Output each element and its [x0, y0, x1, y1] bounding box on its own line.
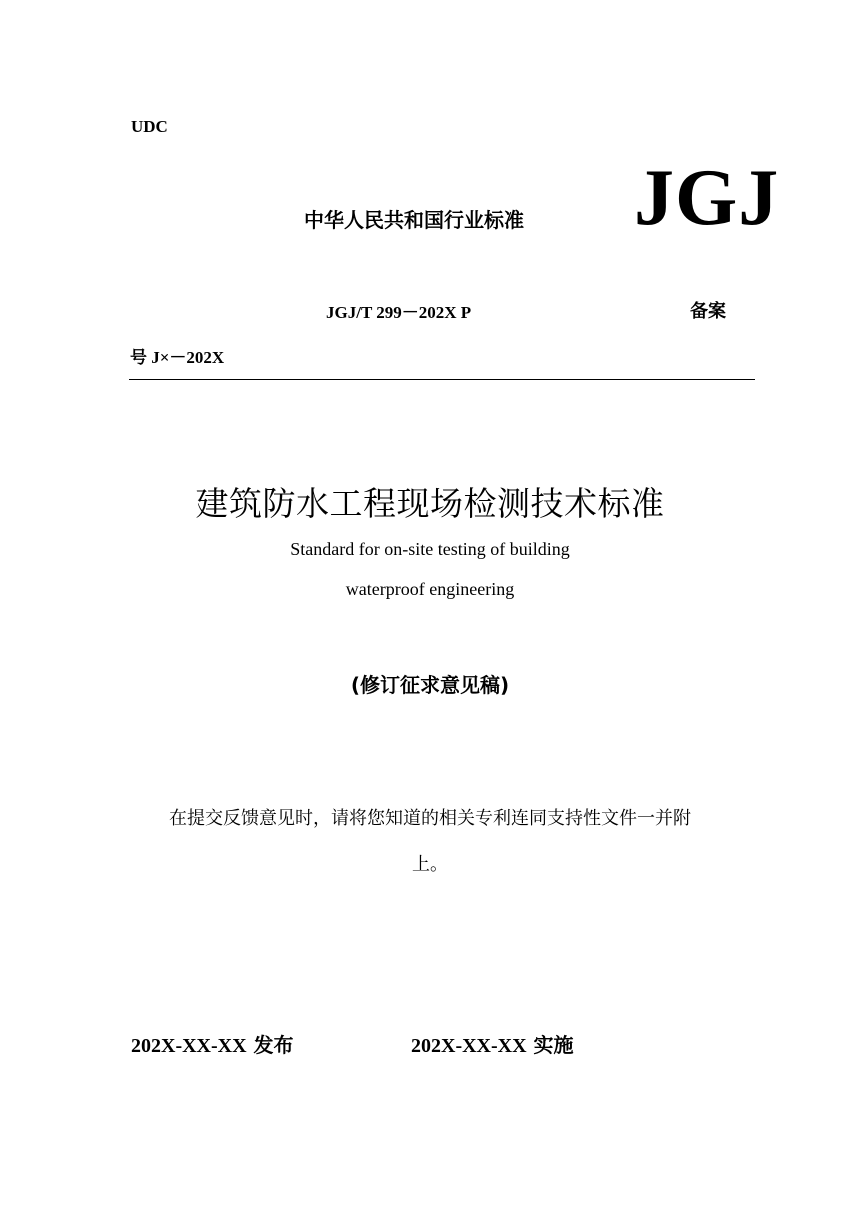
jgj-logo: JGJ: [634, 154, 780, 242]
industry-standard-title: 中华人民共和国行业标准: [304, 208, 524, 232]
standard-code: JGJ/T 299－202X P: [326, 303, 472, 322]
record-label: 备案: [690, 301, 726, 322]
publish-label: 发布: [246, 1033, 294, 1057]
implement-date-line: [411, 1029, 574, 1058]
udc-label: UDC: [131, 117, 168, 136]
publish-date: 202X-XX-XX: [131, 1035, 247, 1057]
patent-note-line2: 上。: [412, 854, 448, 875]
document-title-english-line2: waterproof engineering: [345, 579, 515, 599]
draft-status-note: (修订征求意见稿): [350, 673, 510, 697]
patent-note-line1: 在提交反馈意见时，请将您知道的相关专利连同支持性文件一并附: [169, 808, 691, 829]
publish-date-line: [131, 1029, 294, 1058]
document-title-chinese: 建筑防水工程现场检测技术标准: [195, 484, 665, 523]
record-prefix: 号: [130, 348, 147, 368]
implement-date: 202X-XX-XX: [411, 1035, 527, 1057]
document-title-english-line1: Standard for on-site testing of building: [290, 539, 570, 559]
record-number: [130, 343, 224, 368]
record-number-value: J×－202X: [147, 348, 225, 367]
header-divider: [129, 379, 755, 380]
implement-label: 实施: [526, 1033, 574, 1057]
